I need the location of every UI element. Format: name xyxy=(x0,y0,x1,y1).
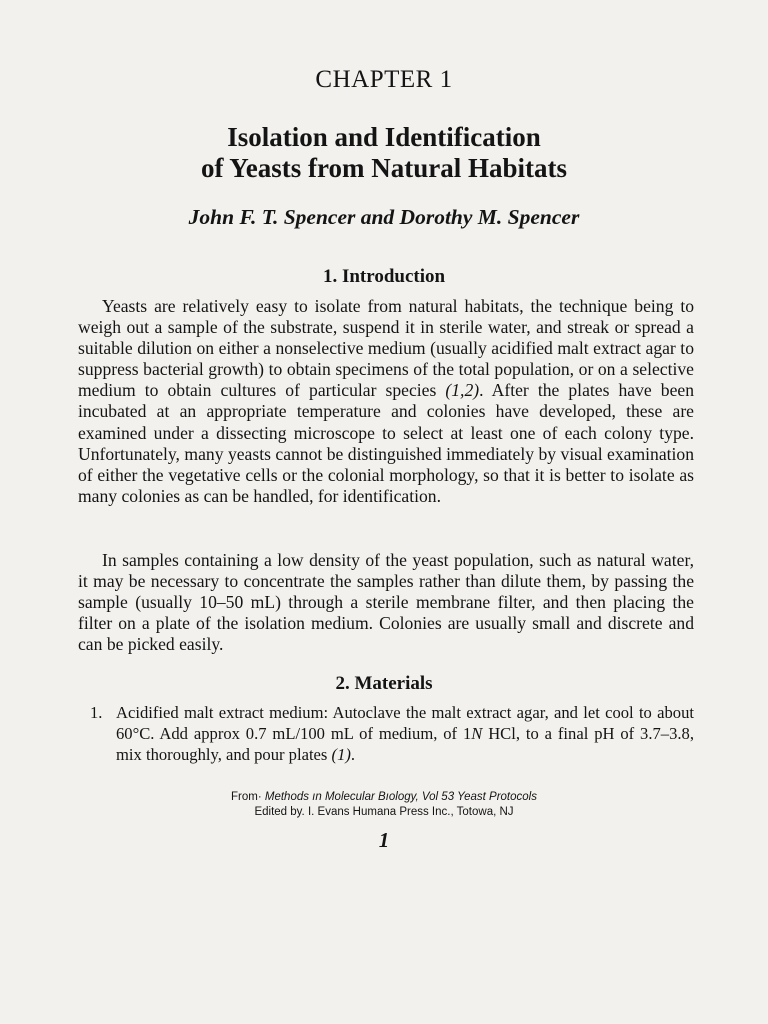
materials-list xyxy=(90,702,694,765)
chapter-label: CHAPTER 1 xyxy=(315,66,453,93)
chapter-title xyxy=(0,122,768,184)
normality-symbol: N xyxy=(471,724,483,743)
intro-paragraph-1 xyxy=(78,296,694,507)
item1-end: . xyxy=(350,745,356,764)
intro-p2-text: In samples containing a low density of the yeast population, such as natural water, it may be necessary to concentrate the samples rather than dilute them, by passing the sample (usually 10–50 mL) through a sterile membrane filter, and then placing the filter on a plate of the isolation medium. Colonies are usually small and discrete and can be picked easily. xyxy=(78,550,694,655)
intro-paragraph-2 xyxy=(78,550,694,655)
title-line-2: of Yeasts from Natural Habitats xyxy=(201,153,567,183)
item1-text-b: HCl, to a final pH of 3.7–3.8, mix thoroughly, and pour plates xyxy=(116,724,694,764)
footer-source: Methods ın Molecular Bıology, Vol 53 Yeast Protocols xyxy=(264,791,537,803)
source-footer xyxy=(0,790,768,820)
page-number: 1 xyxy=(378,828,390,852)
authors: John F. T. Spencer and Dorothy M. Spencer xyxy=(188,205,580,229)
section-heading-materials: 2. Materials xyxy=(335,673,433,694)
footer-from: From· xyxy=(231,791,265,803)
footer-edited-line: Edited by. I. Evans Humana Press Inc., Totowa, NJ xyxy=(254,806,514,818)
citation-ref: (1) xyxy=(331,745,351,764)
item1-text-a: Acidified malt extract medium: Autoclave the malt extract agar, and let cool to about 60°C. Add approx 0.7 mL/100 mL of medium, of 1 xyxy=(116,703,694,743)
intro-p1-text-a: Yeasts are relatively easy to isolate from natural habitats, the technique being to weigh out a sample of the substrate, suspend it in sterile water, and streak or spread a suitable dilution on either a nonselective medium (usually acidified malt extract agar to suppress bacterial growth) to obtain specimens of the total population, or on a selective medium to obtain cultures of particular species xyxy=(78,296,694,401)
section-heading-introduction: 1. Introduction xyxy=(322,266,446,287)
citation-ref: (1,2) xyxy=(445,380,480,401)
list-item xyxy=(90,702,694,765)
footer-source-line xyxy=(0,790,768,805)
intro-p1-text-b: . After the plates have been incubated at an appropriate temperature and colonies have developed, these are examined under a dissecting microscope to select at least one of each colony type. Unfortunately, many yeasts cannot be distinguished immediately by visual examination of either the vegetative cells or the colonial morphology, so that it is better to isolate as many colonies as can be handled, for identification. xyxy=(78,380,694,506)
title-line-1: Isolation and Identification xyxy=(227,122,541,152)
list-item-number: 1. xyxy=(90,703,103,722)
